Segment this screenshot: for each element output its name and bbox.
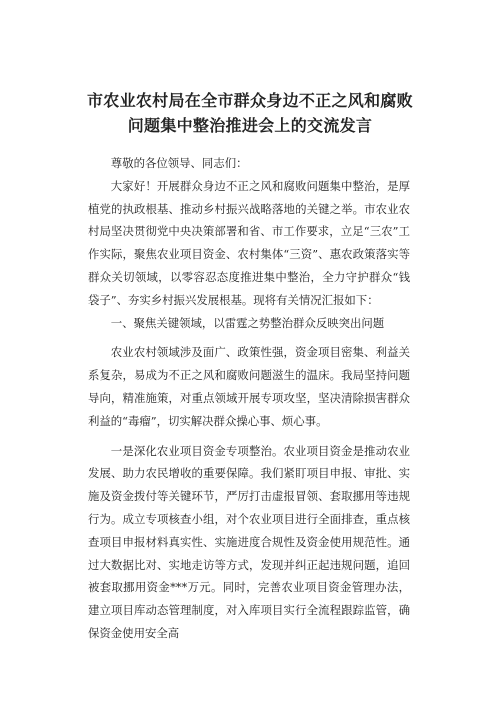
title-line-1: 市农业农村局在全市群众身边不正之风和腐败 [86,91,413,110]
salutation: 尊敬的各位领导、同志们： [110,156,248,170]
document-title [80,88,420,138]
document-body [88,152,410,645]
paragraph-overview: 农业农村领域涉及面广、政策性强，资金项目密集、利益关系复杂，易成为不正之风和腐败问题滋生的温床。我局坚持问题导向，精准施策，对重点领域开展专项攻坚，坚决清除损害群众利益的“毒瘤”，切实解决群众操心事、烦心事。 [88,345,410,428]
section-heading-1: 一、聚焦关键领域，以雷霆之势整治群众反映突出问题 [110,315,385,330]
paragraph-project-funds: 一是深化农业项目资金专项整治。农业项目资金是推动农业发展、助力农民增收的重要保障。我们紧盯项目申报、审批、实施及资金拨付等关键环节，严厉打击虚报冒领、套取挪用等违规行为。成立专项核查小组，对个农业项目进行全面排查，重点核查项目申报材料真实性、实施进度合规性及资金使用规范性。通过大数据比对、实地走访等方式，发现并纠正起违规问题，追回被套取挪用资金***万元。同时，完善农业项目资金管理办法，建立项目库动态管理制度，对入库项目实行全流程跟踪监管，确保资金使用安全高 [88,443,410,640]
title-line-2: 问题集中整治推进会上的交流发言 [127,116,373,135]
paragraph-intro: 大家好！开展群众身边不正之风和腐败问题集中整治，是厚植党的执政根基、推动乡村振兴战略落地的关键之举。市农业农村局坚决贯彻党中央决策部署和省、市工作要求，立足“三农”工作实际，聚焦农业项目资金、农村集体“三资”、惠农政策落实等群众关切领域，以零容忍态度推进集中整治，全力守护群众“钱袋子”、夯实乡村振兴发展根基。现将有关情况汇报如下： [88,178,410,307]
